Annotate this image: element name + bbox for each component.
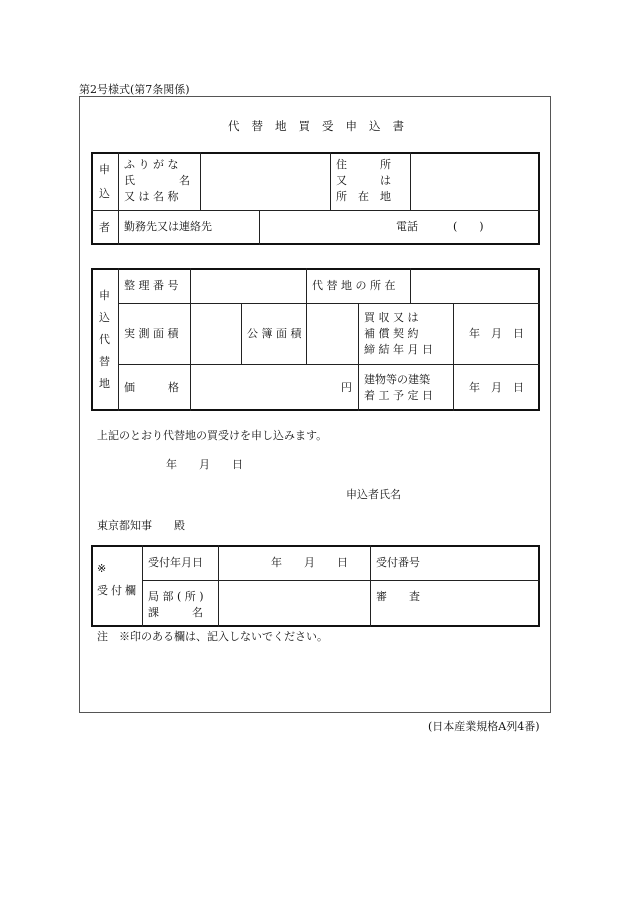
contract-date-value[interactable]: 年 月 日 xyxy=(469,327,524,340)
application-date[interactable]: 年 月 日 xyxy=(166,458,243,471)
ref-number-label: 整 理 番 号 xyxy=(124,279,179,292)
statement-text: 上記のとおり代替地の買受けを申し込みます。 xyxy=(97,429,328,442)
measured-area-input[interactable] xyxy=(192,305,239,362)
contract-date-label-1: 買 収 又 は xyxy=(364,311,419,324)
price-unit: 円 xyxy=(341,381,352,394)
address-label-1: 住 所 xyxy=(336,158,391,171)
workplace-label: 勤務先又は連絡先 xyxy=(124,220,212,233)
name-label-furigana: ふ り が な xyxy=(124,158,179,171)
form-number: 第2号様式(第7条関係) xyxy=(79,83,190,96)
receipt-date-value: 年 月 日 xyxy=(271,556,348,569)
name-label-meisho: 又 は 名 称 xyxy=(124,190,179,203)
dept-label-1: 局 部 ( 所 ) xyxy=(148,590,204,603)
address-input[interactable] xyxy=(412,154,538,208)
contract-date-label-3: 締 結 年 月 日 xyxy=(364,343,433,356)
construction-date-label-1: 建物等の建築 xyxy=(364,373,430,386)
land-side-label-5: 地 xyxy=(99,377,110,390)
note-text: 注 ※印のある欄は、記入しないでください。 xyxy=(97,630,328,643)
receipt-number-label: 受付番号 xyxy=(376,556,420,569)
location-input[interactable] xyxy=(412,270,538,301)
address-label-2: 又 は xyxy=(336,174,391,187)
registered-area-label: 公 簿 面 積 xyxy=(247,327,302,340)
standard-label: (日本産業規格A列4番) xyxy=(428,720,540,733)
workplace-input[interactable] xyxy=(261,212,391,243)
inspection-label: 審 査 xyxy=(376,590,420,603)
dept-label-2: 課 名 xyxy=(148,606,203,619)
applicant-name-label: 申込者氏名 xyxy=(346,488,401,501)
addressee: 東京都知事 殿 xyxy=(97,519,185,532)
construction-date-value[interactable]: 年 月 日 xyxy=(469,381,524,394)
price-label: 価 格 xyxy=(124,381,179,394)
applicant-side-label-1: 申 xyxy=(99,163,110,176)
price-input[interactable] xyxy=(192,366,338,409)
land-side-label-1: 申 xyxy=(99,289,110,302)
applicant-side-label-2: 込 xyxy=(99,187,110,200)
receipt-date-label: 受付年月日 xyxy=(148,556,203,569)
address-label-3: 所 在 地 xyxy=(336,190,391,203)
land-side-label-4: 替 xyxy=(99,355,110,368)
measured-area-label: 実 測 面 積 xyxy=(124,327,179,340)
name-label-shimei: 氏 名 xyxy=(124,174,190,187)
land-side-label-3: 代 xyxy=(99,333,110,346)
contract-date-label-2: 補 償 契 約 xyxy=(364,327,419,340)
registered-area-input[interactable] xyxy=(308,305,356,362)
phone-label: 電話 xyxy=(396,220,418,233)
form-title: 代替地買受申込書 xyxy=(228,119,416,133)
reception-mark: ※ xyxy=(97,562,107,575)
phone-parens[interactable]: ( ) xyxy=(453,220,484,233)
land-side-label-2: 込 xyxy=(99,311,110,324)
location-label: 代 替 地 の 所 在 xyxy=(312,279,396,292)
name-input[interactable] xyxy=(202,154,328,208)
applicant-side-label-3: 者 xyxy=(99,221,110,234)
reception-label: 受付欄 xyxy=(97,584,139,597)
construction-date-label-2: 着 工 予 定 日 xyxy=(364,389,433,402)
ref-number-input[interactable] xyxy=(192,270,304,301)
